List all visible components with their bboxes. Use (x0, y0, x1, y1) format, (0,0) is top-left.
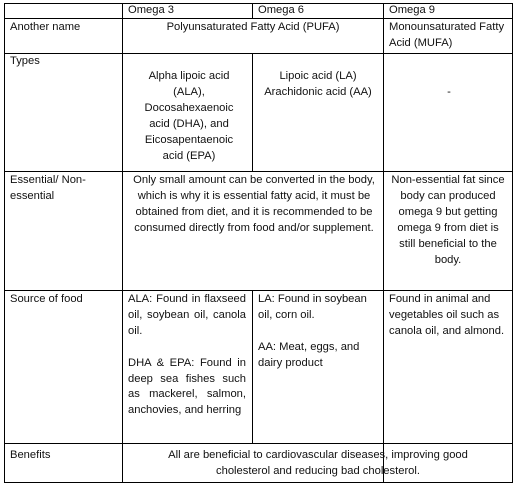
another-name-pufa: Polyunsaturated Fatty Acid (PUFA) (166, 21, 340, 33)
row-label-source: Source of food (10, 293, 83, 305)
source-omega6-aa: AA: Meat, eggs, and dairy product (258, 340, 360, 369)
row-label-another-name: Another name (10, 21, 81, 33)
table-rule (383, 3, 384, 483)
table-rule (4, 3, 5, 483)
header-omega6: Omega 6 (258, 4, 305, 16)
another-name-mufa: Monounsaturated Fatty Acid (MUFA) (389, 21, 505, 49)
types-omega3: Alpha lipoic acid (ALA), Docosahexaenoic acid (DHA), and Eicosapentaenoic acid (EPA) (144, 70, 234, 162)
source-omega3-ala: ALA: Found in flaxseed oil, soybean oil, canola oil. (128, 293, 246, 337)
table-rule (4, 290, 513, 291)
table-rule (252, 3, 253, 19)
header-omega3: Omega 3 (128, 4, 175, 16)
table-rule (4, 482, 513, 483)
essential-omega3-6: Only small amount can be converted in the body, which is why it is essential fatty acid, it must be obtained from diet, and it is recommended to be consumed directly from food and/or supplement. (133, 174, 375, 234)
source-omega9: Found in animal and vegetables oil such as canola oil, and almond. (389, 293, 505, 337)
essential-omega9: Non-essential fat since body can produced omega 9 but getting omega 9 from diet is still beneficial to the body. (391, 174, 505, 266)
source-omega3-dha: DHA & EPA: Found in deep sea fishes such as mackerel, salmon, anchovies, and herring (128, 356, 246, 417)
table-rule (122, 3, 123, 483)
table-rule (4, 171, 513, 172)
table-rule (252, 290, 253, 444)
table-rule (512, 3, 513, 483)
source-omega6 (258, 292, 380, 372)
header-omega9: Omega 9 (389, 4, 436, 16)
table-rule (252, 53, 253, 172)
table-rule (4, 443, 513, 444)
row-label-essential: Essential/ Non-essential (10, 174, 86, 202)
source-omega3 (128, 292, 246, 419)
benefits-all: All are beneficial to cardiovascular diseases, improving good cholesterol and reducing bad cholesterol. (168, 449, 468, 477)
row-label-benefits: Benefits (10, 449, 51, 461)
types-omega6: Lipoic acid (LA) Arachidonic acid (AA) (264, 70, 372, 98)
row-label-types: Types (10, 55, 40, 67)
source-omega6-la: LA: Found in soybean oil, corn oil. (258, 293, 367, 321)
types-omega9: - (447, 86, 451, 98)
